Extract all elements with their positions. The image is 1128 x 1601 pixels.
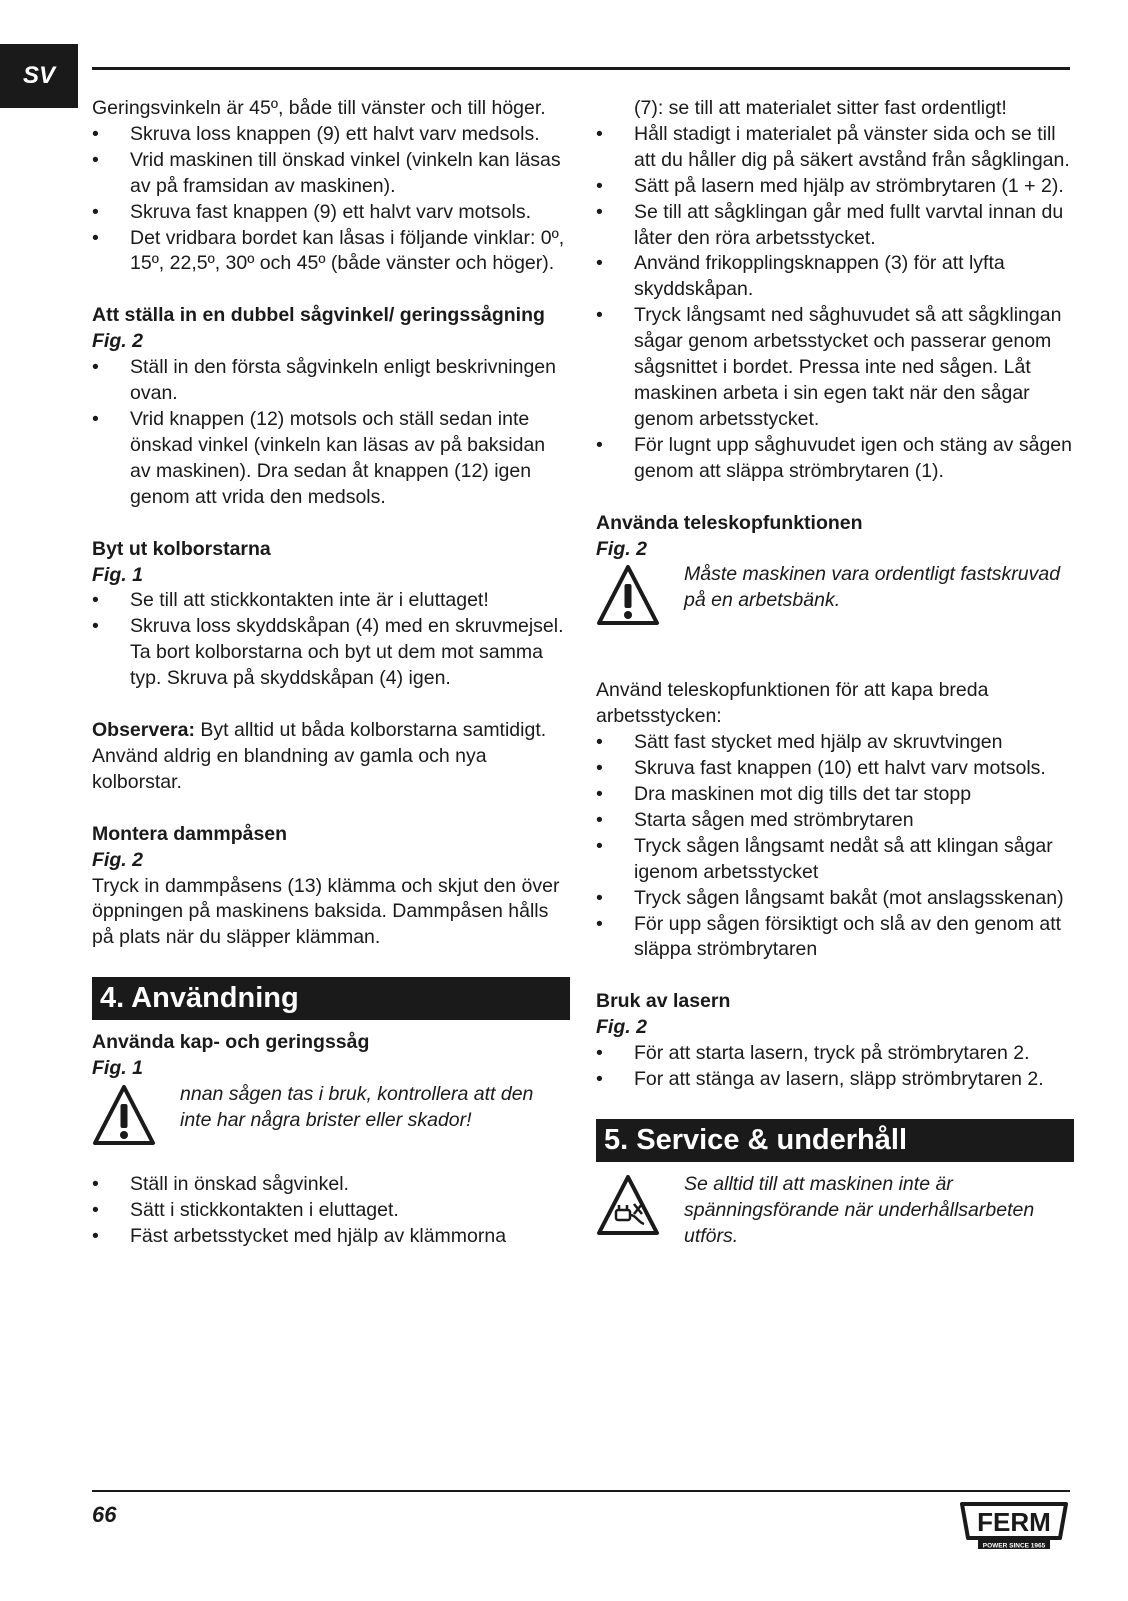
list-item: • Starta sågen med strömbrytaren — [596, 808, 1074, 834]
warning-text: Måste maskinen vara ordentligt fastskruvad på en arbetsbänk. — [684, 563, 1061, 612]
double-angle-bullets — [92, 355, 570, 510]
list-item: • Vrid maskinen till önskad vinkel (vinkeln kan läsas av på framsidan av maskinen). — [92, 148, 570, 200]
list-item: • För att starta lasern, tryck på strömbrytaren 2. — [596, 1041, 1074, 1067]
list-item: • Tryck sågen långsamt nedåt så att klingan sågar igenom arbetsstycket — [596, 834, 1074, 886]
warning-block — [596, 1172, 1074, 1250]
list-item: • Dra maskinen mot dig tills det tar stopp — [596, 782, 1074, 808]
telescope-bullets — [596, 730, 1074, 963]
unplug-warning-icon — [596, 1174, 660, 1236]
note-paragraph — [92, 718, 570, 796]
telescope-heading: Använda teleskopfunktionen — [596, 511, 863, 534]
figure-reference: Fig. 2 — [596, 537, 647, 560]
warning-triangle-icon — [596, 564, 660, 626]
warning-block — [92, 1082, 570, 1146]
list-item: • Tryck sågen långsamt bakåt (mot anslagsskenan) — [596, 886, 1074, 912]
warning-text: nnan sågen tas i bruk, kontrollera att den inte har några brister eller skador! — [180, 1083, 534, 1131]
left-column — [92, 96, 570, 1250]
figure-reference: Fig. 1 — [92, 563, 143, 586]
intro-bullets — [92, 122, 570, 277]
list-item: • Se till att sågklingan går med fullt varvtal innan du låter den röra arbetsstycket. — [596, 200, 1074, 252]
ferm-logo — [956, 1500, 1072, 1550]
list-item: • Tryck långsamt ned såghuvudet så att sågklingan sågar genom arbetsstycket och passerar genom sågsnittet i bordet. Pressa inte ned sågen. Låt maskinen arbeta i sin egen takt när den sågar genom arbetsstycket. — [596, 303, 1074, 433]
list-item: • Skruva fast knappen (10) ett halvt varv motsols. — [596, 756, 1074, 782]
logo-wordmark: FERM — [977, 1507, 1051, 1537]
list-item: • Sätt fast stycket med hjälp av skruvtvingen — [596, 730, 1074, 756]
list-item: • Sätt i stickkontakten i eluttaget. — [92, 1198, 570, 1224]
list-item: • Skruva loss skyddskåpan (4) med en skruvmejsel. Ta bort kolborstarna och byt ut dem mot samma typ. Skruva på skyddskåpan (4) igen. — [92, 614, 570, 692]
usage-bullets — [92, 1172, 570, 1250]
continued-bullets — [596, 122, 1074, 485]
section-title-service: 5. Service & underhåll — [596, 1119, 1074, 1162]
page-number: 66 — [92, 1502, 117, 1527]
bottom-rule — [92, 1490, 1070, 1492]
right-column — [596, 96, 1074, 1250]
figure-reference: Fig. 2 — [92, 330, 143, 353]
list-item: • For att stänga av lasern, släpp strömbrytaren 2. — [596, 1067, 1074, 1093]
note-text: Byt alltid ut båda kolborstarna samtidigt. Använd aldrig en blandning av gamla och nya kolborstar. — [92, 719, 547, 793]
figure-reference: Fig. 1 — [92, 1057, 143, 1080]
telescope-text: Använd teleskopfunktionen för att kapa breda arbetsstycken: — [596, 679, 989, 728]
continued-text: (7): se till att materialet sitter fast ordentligt! — [634, 97, 1007, 119]
laser-bullets — [596, 1041, 1074, 1093]
intro-text: Geringsvinkeln är 45º, både till vänster och till höger. — [92, 97, 546, 119]
figure-reference: Fig. 2 — [596, 1016, 647, 1039]
note-label: Observera: — [92, 719, 195, 742]
laser-heading: Bruk av lasern — [596, 990, 731, 1013]
top-rule — [92, 67, 1070, 70]
carbon-brushes-heading: Byt ut kolborstarna — [92, 537, 271, 560]
logo-tagline: POWER SINCE 1965 — [982, 1542, 1046, 1550]
warning-text: Se alltid till att maskinen inte är spänningsförande när underhållsarbeten utförs. — [684, 1173, 1035, 1247]
list-item: • Se till att stickkontakten inte är i eluttaget! — [92, 588, 570, 614]
list-item: • Ställ in önskad sågvinkel. — [92, 1172, 570, 1198]
list-item: • Ställ in den första sågvinkeln enligt beskrivningen ovan. — [92, 355, 570, 407]
dust-bag-heading: Montera dammpåsen — [92, 822, 288, 845]
list-item: • Fäst arbetsstycket med hjälp av klämmorna — [92, 1224, 570, 1250]
list-item: • Sätt på lasern med hjälp av strömbrytaren (1 + 2). — [596, 174, 1074, 200]
dust-bag-text: Tryck in dammpåsens (13) klämma och skjut den över öppningen på maskinens baksida. Dammpåsen hålls på plats när du släpper klämman. — [92, 874, 560, 949]
list-item: • För lugnt upp såghuvudet igen och stäng av sågen genom att släppa strömbrytaren (1). — [596, 433, 1074, 485]
section-title-usage: 4. Användning — [92, 977, 570, 1020]
list-item: • Det vridbara bordet kan låsas i följande vinklar: 0º, 15º, 22,5º, 30º och 45º (både vänster och höger). — [92, 226, 570, 278]
language-tab: SV — [0, 44, 78, 108]
carbon-brushes-bullets — [92, 588, 570, 692]
list-item: • För upp sågen försiktigt och slå av den genom att släppa strömbrytaren — [596, 912, 1074, 964]
warning-block — [596, 562, 1074, 626]
list-item: • Vrid knappen (12) motsols och ställ sedan inte önskad vinkel (vinkeln kan läsas av på baksidan av maskinen). Dra sedan åt knappen (12) igen genom att vrida den medsols. — [92, 407, 570, 511]
mitre-saw-heading: Använda kap- och geringssåg — [92, 1031, 370, 1054]
list-item: • Skruva fast knappen (9) ett halvt varv motsols. — [92, 200, 570, 226]
list-item: • Skruva loss knappen (9) ett halvt varv medsols. — [92, 122, 570, 148]
double-angle-heading: Att ställa in en dubbel sågvinkel/ geringssågning — [92, 304, 545, 327]
list-item: • Använd frikopplingsknappen (3) för att lyfta skyddskåpan. — [596, 251, 1074, 303]
warning-triangle-icon — [92, 1084, 156, 1146]
figure-reference: Fig. 2 — [92, 848, 143, 871]
list-item: • Håll stadigt i materialet på vänster sida och se till att du håller dig på säkert avstånd från sågklingan. — [596, 122, 1074, 174]
